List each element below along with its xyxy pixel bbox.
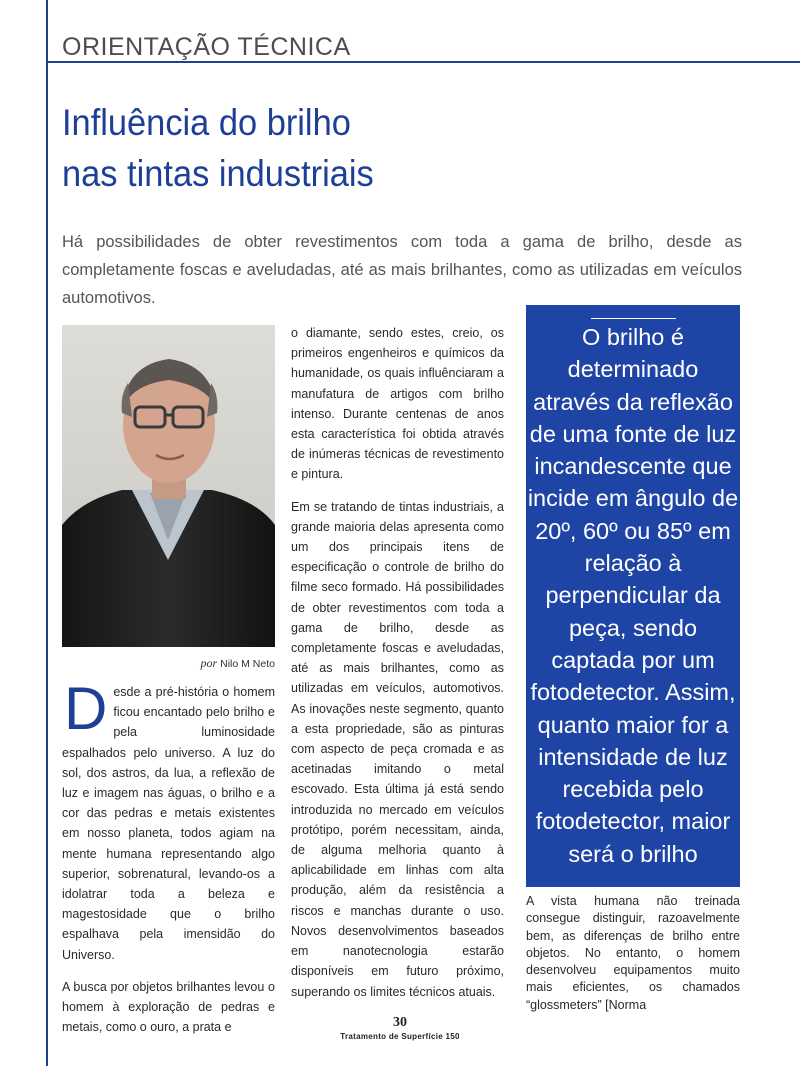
page-number: 30: [393, 1015, 407, 1030]
portrait-illustration: [62, 325, 275, 647]
photo-caption: [62, 656, 275, 671]
byline-prefix: por: [200, 656, 218, 670]
author-photo: [62, 325, 275, 647]
paragraph: A vista humana não treinada consegue distinguir, razoavelmente bem, as diferenças de brilho entre objetos. No entanto, o homem desenvolveu equipamentos muito mais eficientes, os chamados “glossmeters” [Norma: [526, 894, 740, 1012]
quote-divider: [591, 318, 676, 319]
drop-cap: D: [64, 675, 108, 742]
paragraph: A busca por objetos brilhantes levou o homem à exploração de pedras e metais, como o ouro, a prata e: [62, 979, 275, 1035]
pull-quote: [526, 305, 740, 887]
column-3: [526, 893, 740, 1026]
paragraph: o diamante, sendo estes, creio, os primeiros engenheiros e químicos da humanidade, os quais influênciaram a manufatura de artigos com brilho intenso. Durante centenas de anos esta característica foi obtida através de inúmeras técnicas de revestimento e pintura.: [291, 326, 504, 482]
column-2: [291, 323, 504, 1014]
article-lead: Há possibilidades de obter revestimentos com toda a gama de brilho, desde as completamente foscas e aveludadas, até as mais brilhantes, como as utilizadas em veículos automotivos.: [62, 233, 742, 307]
left-rule: [46, 0, 48, 1066]
paragraph: Em se tratando de tintas industriais, a grande maioria delas apresenta como um dos principais itens de especificação o controle de brilho do filme seco formado. Há possibilidades de obter revestimentos com toda a gama de brilho, desde as completamente foscas e aveludadas, até as mais brilhantes, como as utilizadas em veículos, automotivos. As inovações neste segmento, quanto a esta propriedade, são as pinturas com aspecto de peça cromada e as acetinadas imitando o metal escovado. Esta última já está sendo introduzida no mercado em veículos protótipo, porém necessitam, ainda, de alguma melhoria quanto à aplicabilidade em linhas com alta produção, além da resistência a riscos e manchas durante o uso. Novos desenvolvimentos baseados em nanotecnologia estarão disponíveis em futuro próximo, superando os limites técnicos atuais.: [291, 499, 504, 999]
pull-quote-text: O brilho é determinado através da reflexão de uma fonte de luz incandescente que incide em ângulo de 20º, 60º ou 85º em relação à perpendicular da peça, sendo captada por um fotodetector. Assim, quanto maior for a intensidade de luz recebida pelo fotodetector, maior será o brilho: [527, 324, 739, 867]
title-line-1: Influência do brilho: [62, 102, 351, 143]
title-line-2: nas tintas industriais: [62, 153, 374, 194]
paragraph: [62, 675, 275, 965]
author-name: Nilo M Neto: [220, 658, 275, 670]
section-label: ORIENTAÇÃO TÉCNICA: [62, 33, 351, 61]
paragraph-text: esde a pré-história o homem ficou encantado pelo brilho e pela luminosidade espalhados pelo universo. A luz do sol, dos astros, da lua, a reflexão de luz e imagem nas águas, o brilho e a cor das pedras e metais existentes em nosso planeta, todos agiam na mente humana representando algo superior, sobrenatural, levando-os a idolatrar toda a beleza e magestosidade que o brilho espalhava pela imensidão do Universo.: [62, 685, 275, 962]
article-title: [62, 97, 583, 199]
publication-name: Tratamento de Superfície 150: [340, 1032, 460, 1041]
column-1: [62, 675, 275, 1049]
